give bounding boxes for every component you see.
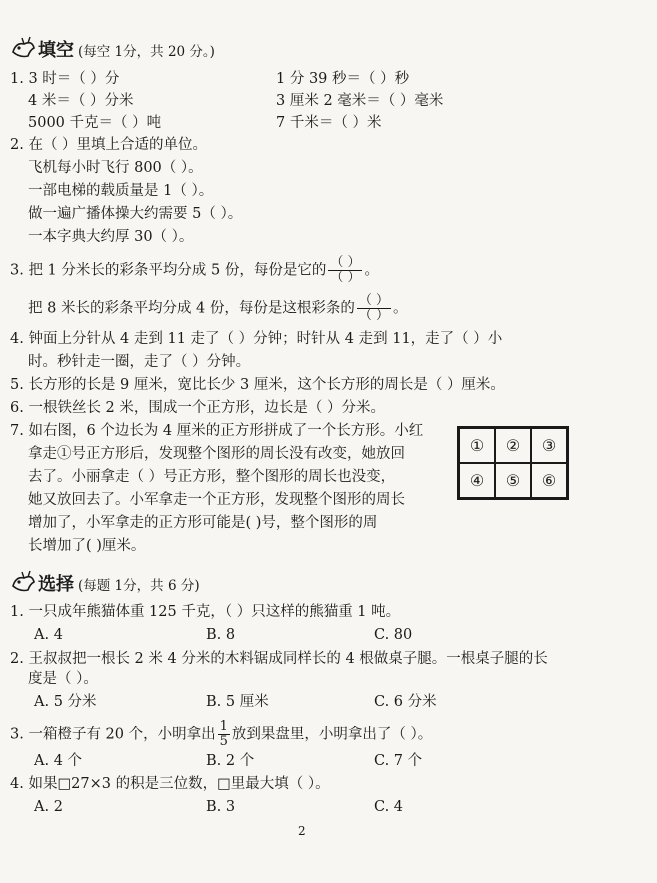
fraction-numerator: （ ） xyxy=(330,255,361,270)
square-4: ④ xyxy=(459,463,495,498)
choice-1-option-b: B. 8 xyxy=(206,627,236,643)
section-fill-blank-header xyxy=(10,32,215,62)
choice-1-option-c: C. 80 xyxy=(374,627,413,643)
choice-2-stem: 2. 王叔叔把一根长 2 米 4 分米的木料锯成同样长的 4 根做桌子腿。一根桌子腿的长 xyxy=(10,651,548,667)
question-6: 6. 一根铁丝长 2 米，围成一个正方形，边长是（ ）分米。 xyxy=(10,400,385,416)
square-1: ① xyxy=(459,428,495,463)
question-1b: 1 分 39 秒＝（ ）秒 xyxy=(276,71,410,87)
section-subtitle: (每题 1分，共 6 分) xyxy=(78,578,200,594)
square-3: ③ xyxy=(531,428,567,463)
choice-3-text-pre: 3. 一箱橙子有 20 个，小明拿出 xyxy=(10,726,216,743)
section-title: 选择 xyxy=(38,574,74,595)
question-3-line-2 xyxy=(28,294,408,323)
mascot-icon xyxy=(10,36,36,60)
question-1e: 5000 千克＝（ ）吨 xyxy=(28,115,162,131)
fraction-denominator: 5 xyxy=(219,734,228,749)
question-7-line-1: 7. 如右图，6 个边长为 4 厘米的正方形拼成了一个长方形。小红 xyxy=(10,423,424,439)
question-4-line-2: 时。秒针走一圈，走了（ ）分钟。 xyxy=(28,354,251,370)
choice-2-option-c: C. 6 分米 xyxy=(374,694,437,710)
fraction-numerator: （ ） xyxy=(358,293,390,308)
question-7-line-5: 增加了，小军拿走的正方形可能是( )号，整个图形的周 xyxy=(28,515,378,531)
question-2-stem: 2. 在（ ）里填上合适的单位。 xyxy=(10,137,208,153)
question-2-line-3: 做一遍广播体操大约需要 5（ ）。 xyxy=(28,206,243,222)
fraction-one-fifth xyxy=(218,720,230,749)
choice-4-option-b: B. 3 xyxy=(206,799,236,815)
question-1a: 1. 3 时＝（ ）分 xyxy=(10,71,120,87)
fraction-blank xyxy=(357,294,391,323)
choice-3-text-post: 放到果盘里，小明拿出了（ ）。 xyxy=(231,726,433,743)
section-title: 填空 xyxy=(38,40,74,61)
question-3-text-2: 把 8 米长的彩条平均分成 4 份，每份是这根彩条的 xyxy=(28,300,355,317)
choice-2-stem-2: 度是（ ）。 xyxy=(28,671,98,687)
square-2: ② xyxy=(495,428,531,463)
choice-4-option-c: C. 4 xyxy=(374,799,404,815)
question-1f: 7 千米＝（ ）米 xyxy=(276,115,382,131)
choice-4-stem: 4. 如果□27×3 的积是三位数，□里最大填（ ）。 xyxy=(10,776,330,792)
question-4-line-1: 4. 钟面上分针从 4 走到 11 走了（ ）分钟；时针从 4 走到 11，走了（ ）小 xyxy=(10,331,503,347)
choice-3-option-c: C. 7 个 xyxy=(374,753,423,769)
fraction-blank xyxy=(328,256,362,285)
choice-3-option-b: B. 2 个 xyxy=(206,753,255,769)
mascot-icon xyxy=(10,570,36,594)
square-6: ⑥ xyxy=(531,463,567,498)
question-3-text-1: 3. 把 1 分米长的彩条平均分成 5 份，每份是它的 xyxy=(10,262,327,279)
choice-1-stem: 1. 一只成年熊猫体重 125 千克，（ ）只这样的熊猫重 1 吨。 xyxy=(10,604,401,620)
question-2-line-2: 一部电梯的载质量是 1（ ）。 xyxy=(28,183,214,199)
period: 。 xyxy=(393,300,408,317)
question-3-line-1 xyxy=(10,256,379,285)
question-7-line-4: 她又放回去了。小军拿走一个正方形，发现整个图形的周长 xyxy=(28,492,405,508)
question-7-line-2: 拿走①号正方形后，发现整个图形的周长没有改变，她放回 xyxy=(28,446,405,462)
choice-1-option-a: A. 4 xyxy=(34,627,63,643)
question-5: 5. 长方形的长是 9 厘米，宽比长少 3 厘米，这个长方形的周长是（ ）厘米。 xyxy=(10,377,505,393)
question-7-line-3: 去了。小丽拿走（ ）号正方形，整个图形的周长也没变， xyxy=(28,469,396,485)
question-1d: 3 厘米 2 毫米＝（ ）毫米 xyxy=(276,93,444,109)
section-choice-header xyxy=(10,566,200,596)
choice-2-option-a: A. 5 分米 xyxy=(34,694,97,710)
question-2-line-1: 飞机每小时飞行 800（ ）。 xyxy=(28,160,203,176)
choice-4-option-a: A. 2 xyxy=(34,799,63,815)
choice-3-option-a: A. 4 个 xyxy=(34,753,83,769)
question-7-line-6: 长增加了( )厘米。 xyxy=(28,538,146,554)
squares-figure xyxy=(457,426,569,500)
fraction-numerator: 1 xyxy=(219,719,228,734)
fraction-denominator: （ ） xyxy=(330,270,361,285)
fraction-denominator: （ ） xyxy=(358,308,390,323)
question-1c: 4 米＝（ ）分米 xyxy=(28,93,134,109)
choice-3-stem xyxy=(10,720,432,749)
question-2-line-4: 一本字典大约厚 30（ ）。 xyxy=(28,229,194,245)
section-subtitle: (每空 1分，共 20 分。) xyxy=(78,44,215,60)
period: 。 xyxy=(364,262,379,279)
square-5: ⑤ xyxy=(495,463,531,498)
page-number: 2 xyxy=(298,824,306,838)
choice-2-option-b: B. 5 厘米 xyxy=(206,694,269,710)
